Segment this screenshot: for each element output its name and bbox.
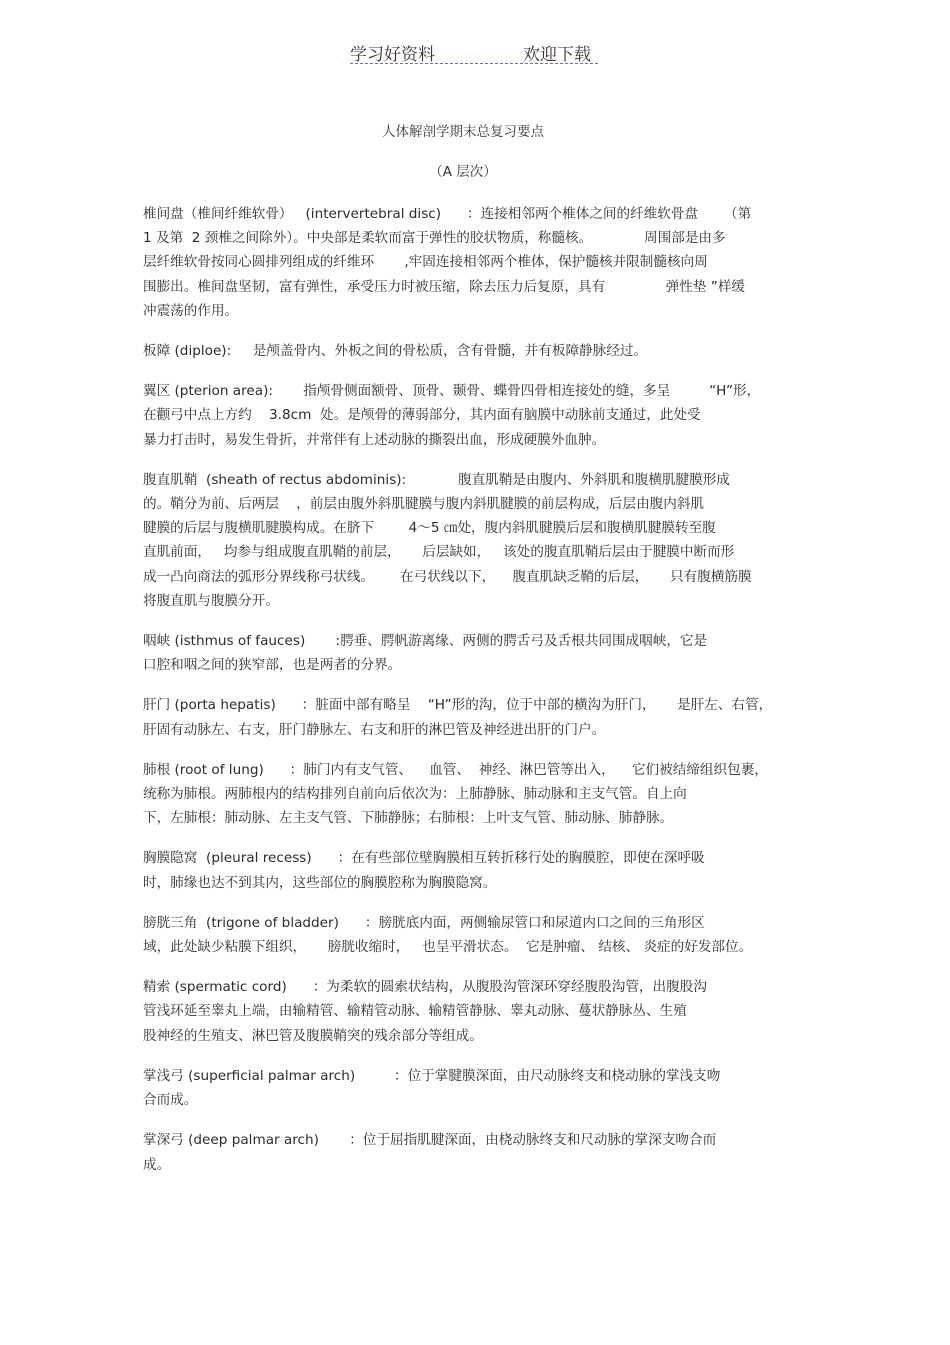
paragraph-gap	[143, 1112, 808, 1128]
entry-line: 胸膜隐窝 (pleural recess) ：在有些部位壁胸膜相互转折移行处的胸膜腔，即使在深呼吸	[143, 850, 705, 867]
document-body	[143, 202, 808, 1177]
entry-line: 的。鞘分为前、后两层 ，前层由腹外斜肌腱膜与腹内斜肌腱膜的前层构成，后层由腹内斜肌	[143, 496, 705, 513]
paragraph-gap	[143, 613, 808, 629]
paragraph-gap	[143, 895, 808, 911]
entry-line: 膀胱三角 (trigone of bladder) ：膀胱底内面，两侧输尿管口和尿道内口之间的三角形区	[143, 914, 705, 931]
entry-line: 时，肺缘也达不到其内，这些部位的胸膜腔称为胸膜隐窝。	[143, 874, 497, 891]
entry-line: 成。	[143, 1156, 171, 1173]
header-right-text: 欢迎下载	[523, 45, 591, 65]
entry-line: 肝门 (porta hepatis) ：脏面中部有略呈 “H”形的沟，位于中部的横沟为肝门， 是肝左、右管，	[143, 697, 773, 714]
document-subtitle: （A 层次）	[429, 164, 497, 180]
entry-line: 翼区 (pterion area): 指颅骨侧面额骨、顶骨、颞骨、蝶骨四骨相连接处的缝，多呈 “H”形，	[143, 383, 761, 400]
paragraph-gap	[143, 323, 808, 339]
entry-line: 围膨出。椎间盘坚韧，富有弹性，承受压力时被压缩，除去压力后复原，具有 弹性垫 ”样缓	[143, 278, 746, 295]
term-entry	[143, 758, 808, 831]
entry-line: 肺根 (root of lung) ：肺门内有支气管、 血管、 神经、淋巴管等出入， 它们被结缔组织包裹，	[143, 761, 768, 778]
entry-line: 成一凸向商法的弧形分界线称弓状线。 在弓状线以下， 腹直肌缺乏鞘的后层， 只有腹横筋膜	[143, 568, 752, 585]
entry-line: 咽峡 (isthmus of fauces) :腭垂、腭帆游离缘、两侧的腭舌弓及舌根共同围成咽峡，它是	[143, 633, 708, 650]
paragraph-gap	[143, 1048, 808, 1064]
header-dashed-rule	[350, 63, 598, 64]
paragraph-gap	[143, 363, 808, 379]
paragraph-gap	[143, 959, 808, 975]
entry-line: 暴力打击时，易发生骨折，并常伴有上述动脉的撕裂出血，形成硬膜外血肿。	[143, 431, 606, 448]
entry-line: 掌浅弓 (superficial palmar arch) ：位于掌腱膜深面，由尺动脉终支和桡动脉的掌浅支吻	[143, 1067, 721, 1084]
entry-line: 掌深弓 (deep palmar arch) ：位于屈指肌腱深面，由桡动脉终支和尺动脉的掌深支吻合而	[143, 1132, 717, 1149]
entry-line: 1 及第 2 颈椎之间除外）。中央部是柔软而富于弹性的胶状物质，称髓核。 周围部是由多	[143, 230, 726, 247]
term-entry	[143, 468, 808, 613]
term-entry	[143, 202, 808, 323]
entry-line: 合而成。	[143, 1092, 198, 1109]
entry-line: 层纤维软骨按同心圆排列组成的纤维环 ,牢固连接相邻两个椎体，保护髓核并限制髓核向周	[143, 254, 708, 271]
paragraph-gap	[143, 452, 808, 468]
entry-line: 股神经的生殖支、淋巴管及腹膜鞘突的残余部分等组成。	[143, 1027, 483, 1044]
entry-line: 肝固有动脉左、右支，肝门静脉左、右支和肝的淋巴管及神经进出肝的门户。	[143, 721, 606, 738]
entry-line: 腹直肌鞘 (sheath of rectus abdominis): 腹直肌鞘是由腹内、外斜肌和腹横肌腱膜形成	[143, 471, 730, 488]
page-header	[0, 40, 950, 70]
entry-line: 椎间盘（椎间纤维软骨） (intervertebral disc) ：连接相邻两个椎体之间的纤维软骨盘 （第	[143, 206, 752, 222]
entry-line: 板障 (diploe): 是颅盖骨内、外板之间的骨松质，含有骨髓，并有板障静脉经过。	[143, 343, 648, 360]
paragraph-gap	[143, 742, 808, 758]
entry-line: 域，此处缺少粘膜下组织， 膀胱收缩时， 也呈平滑状态。 它是肿瘤、 结核、 炎症的好发部位。	[143, 939, 753, 956]
entry-line: 口腔和咽之间的狭窄部，也是两者的分界。	[143, 657, 402, 674]
term-entry	[143, 975, 808, 1048]
term-entry	[143, 1064, 808, 1112]
term-entry	[143, 911, 808, 959]
paragraph-gap	[143, 830, 808, 846]
entry-line: 在颧弓中点上方约 3.8cm 处。是颅骨的薄弱部分，其内面有脑膜中动脉前支通过，此处受	[143, 407, 701, 424]
term-entry	[143, 629, 808, 677]
term-entry	[143, 339, 808, 363]
term-entry	[143, 1128, 808, 1176]
header-left-text: 学习好资料	[350, 45, 435, 65]
document-title: 人体解剖学期末总复习要点	[382, 124, 544, 140]
entry-line: 精索 (spermatic cord) ：为柔软的圆索状结构，从腹股沟管深环穿经腹股沟管，出腹股沟	[143, 979, 707, 996]
entry-line: 直肌前面， 均参与组成腹直肌鞘的前层， 后层缺如， 该处的腹直肌鞘后层由于腱膜中断而形	[143, 544, 735, 561]
entry-line: 腱膜的后层与腹横肌腱膜构成。在脐下 4～5 ㎝处，腹内斜肌腱膜后层和腹横肌腱膜转至腹	[143, 520, 716, 537]
entry-line: 将腹直肌与腹膜分开。	[143, 592, 279, 609]
paragraph-gap	[143, 677, 808, 693]
entry-line: 下，左肺根：肺动脉、左主支气管、下肺静脉；右肺根：上叶支气管、肺动脉、肺静脉。	[143, 810, 674, 827]
entry-line: 管浅环延至睾丸上端，由输精管、输精管动脉、输精管静脉、睾丸动脉、蔓状静脉丛、生殖	[143, 1003, 687, 1020]
entry-line: 冲震荡的作用。	[143, 302, 239, 319]
term-entry	[143, 379, 808, 452]
entry-line: 统称为肺根。两肺根内的结构排列自前向后依次为：上肺静脉、肺动脉和主支气管。自上向	[143, 786, 687, 803]
term-entry	[143, 693, 808, 741]
term-entry	[143, 846, 808, 894]
